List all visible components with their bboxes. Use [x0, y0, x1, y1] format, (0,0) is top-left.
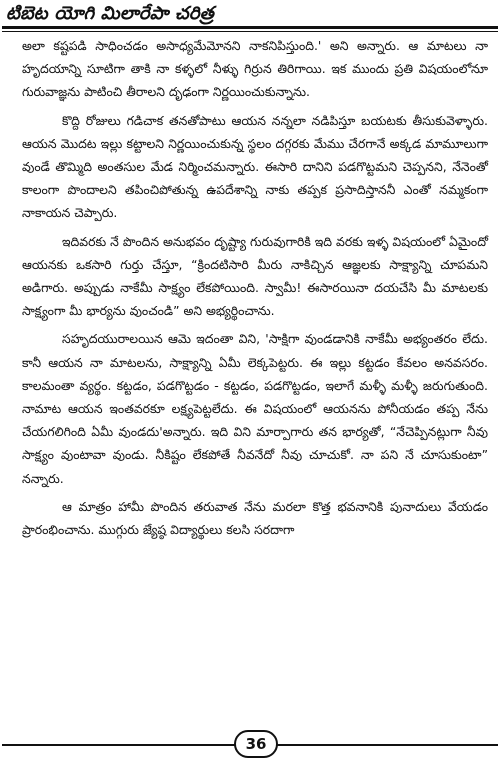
- paragraph: ఆ మాత్రం హామీ పొందిన తరువాత నేను మరలా కొత్త భవనానికి పునాదులు వేయడం ప్రారంభించాను. ముగ్గురు జ్యేష్ఠ విద్యార్థులు కలసి సరదాగా: [22, 498, 488, 538]
- paragraph: సహృదయురాలయిన ఆమె ఇదంతా విని, 'సాక్షిగా వుండడానికి నాకేమీ అభ్యంతరం లేదు. కానీ ఆయన నా మాటలను, సాక్ష్యాన్ని ఏమీ లెక్కపెట్టరు. ఈ ఇల్లు కట్టడం కేవలం అనవసరం. కాలమంతా వ్యర్థం. కట్టడం, పడగొట్టడం - కట్టడం, పడగొట్టడం, ఇలాగే మళ్ళీ మళ్ళీ జరుగుతుంది. నామాట ఆయన ఇంతవరకూ లక్ష్యపెట్టలేదు. ఈ విషయంలో ఆయనను పోనీయడం తప్ప నేను చేయగలిగింది ఏమీ వుండదు'అన్నారు. ఇది విని మార్పాగారు తన భార్యతో, “నేచెప్పినట్లుగా నీవు సాక్ష్యం వుంటావా వుండు. నీకిష్టం లేకపోతే నీవనేదో నీవు చూచుకో. నా పని నే చూసుకుంటా” నన్నారు.: [22, 331, 488, 486]
- page-footer: [0, 728, 500, 761]
- header-rule: [2, 26, 498, 29]
- body-text: [22, 34, 488, 546]
- header-rule-thin: [2, 31, 498, 32]
- paragraph: ఇదివరకు నే పొందిన అనుభవం దృష్ట్యా గురువుగారికి ఇది వరకు ఇళ్ళ విషయంలో ఏమైందో ఆయనకు ఒకసారి గుర్తు చేస్తూ, “క్రిందటిసారి మీరు నాకిచ్చిన ఆజ్ఞలకు సాక్ష్యాన్ని చూపమని అడిగారు. అప్పుడు నాకేమీ సాక్ష్యం లేకపోయింది. స్వామీ! ఈసారయినా దయచేసి మీ మాటలకు సాక్ష్యంగా మీ భార్యను వుంచండి” అని అభ్యర్థించాను.: [22, 233, 488, 319]
- paragraph: అలా కష్టపడి సాధించడం అసాధ్యమేమోనని నాకనిపిస్తుంది.' అని అన్నారు. ఆ మాటలు నా హృదయాన్ని సూటిగా తాకి నా కళ్ళలో నీళ్ళు గిర్రున తిరిగాయి. ఇక ముందు ప్రతి విషయంలోనూ గురువాజ్ఞను పాటించి తీరాలని దృఢంగా నిర్ణయించుకున్నాను.: [22, 38, 488, 100]
- running-header: [2, 0, 498, 30]
- paragraph: కొద్ది రోజులు గడిచాక తనతోపాటు ఆయన నన్నలా నడిపిస్తూ బయటకు తీసుకువెళ్ళారు. ఆయన మొదట ఇల్లు కట్టాలని నిర్ణయించుకున్న స్థలం దగ్గరకు మేము చేరగానే అక్కడ మామూలుగా వుండే తొమ్మిది అంతసుల మేడ నిర్మించమన్నారు. ఈసారి దానిని పడగొట్టమని చెప్పనని, నేనెంతో కాలంగా పొందాలని తపించిపోతున్న ఉపదేశాన్ని నాకు తప్పక ప్రసాదిస్తాననీ ఎంతో నమ్మకంగా నాకాయన చెప్పారు.: [22, 112, 488, 221]
- book-title: టిబెట యోగి మిలారేపా చరిత్ర: [6, 3, 214, 24]
- page-number: 36: [234, 730, 278, 758]
